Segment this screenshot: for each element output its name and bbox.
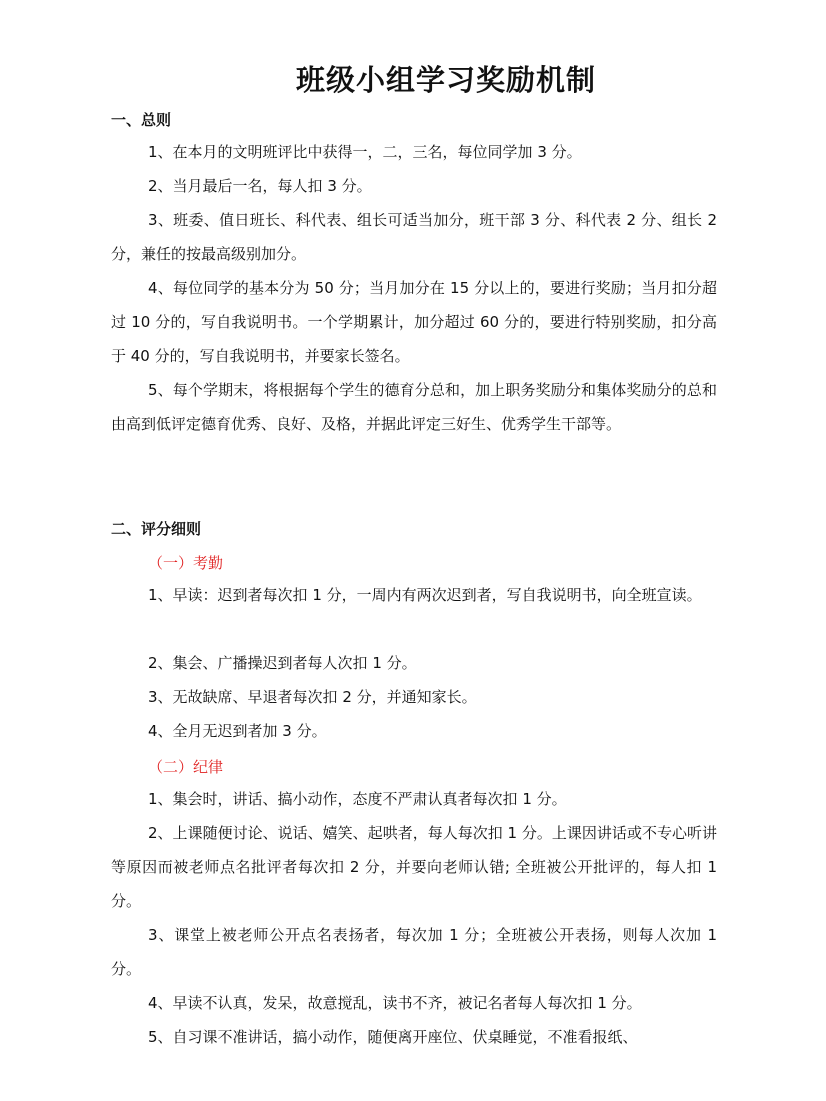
paragraph: 4、全月无迟到者加 3 分。 — [148, 722, 327, 740]
paragraph: 4、每位同学的基本分为 50 分；当月加分在 15 分以上的，要进行奖励；当月扣分超过 10 分的，写自我说明书。一个学期累计，加分超过 60 分的，要进行特别奖励，扣分高于 40 分的，写自我说明书，并要家长签名。 — [111, 279, 717, 365]
paragraph: 5、每个学期末，将根据每个学生的德育分总和，加上职务奖励分和集体奖励分的总和由高到低评定德育优秀、良好、及格，并据此评定三好生、优秀学生干部等。 — [111, 381, 717, 433]
paragraph: 3、班委、值日班长、科代表、组长可适当加分，班干部 3 分、科代表 2 分、组长 2 分，兼任的按最高级别加分。 — [111, 211, 717, 263]
subsection-heading-attendance: （一）考勤 — [148, 554, 224, 572]
subsection-heading-discipline: （二）纪律 — [148, 758, 224, 776]
section-heading-scoring: 二、评分细则 — [111, 520, 202, 538]
section-heading-general: 一、总则 — [111, 111, 172, 129]
paragraph: 1、在本月的文明班评比中获得一，二，三名，每位同学加 3 分。 — [148, 143, 582, 161]
paragraph: 1、早读：迟到者每次扣 1 分，一周内有两次迟到者，写自我说明书，向全班宣读。 — [148, 586, 702, 604]
paragraph: 1、集会时，讲话、搞小动作，态度不严肃认真者每次扣 1 分。 — [148, 790, 567, 808]
document-title: 班级小组学习奖励机制 — [295, 63, 596, 97]
paragraph: 2、集会、广播操迟到者每人次扣 1 分。 — [148, 654, 417, 672]
paragraph: 2、上课随便讨论、说话、嬉笑、起哄者，每人每次扣 1 分。上课因讲话或不专心听讲等原因而被老师点名批评者每次扣 2 分，并要向老师认错; 全班被公开批评的，每人扣 1 分。 — [111, 824, 717, 910]
paragraph: 3、无故缺席、早退者每次扣 2 分，并通知家长。 — [148, 688, 477, 706]
paragraph: 2、当月最后一名，每人扣 3 分。 — [148, 177, 372, 195]
paragraph: 3、课堂上被老师公开点名表扬者，每次加 1 分；全班被公开表扬，则每人次加 1 分。 — [111, 926, 717, 978]
paragraph: 4、早读不认真，发呆，故意搅乱，读书不齐，被记名者每人每次扣 1 分。 — [148, 994, 642, 1012]
paragraph: 5、自习课不准讲话，搞小动作，随便离开座位、伏桌睡觉，不准看报纸、 — [148, 1028, 638, 1046]
